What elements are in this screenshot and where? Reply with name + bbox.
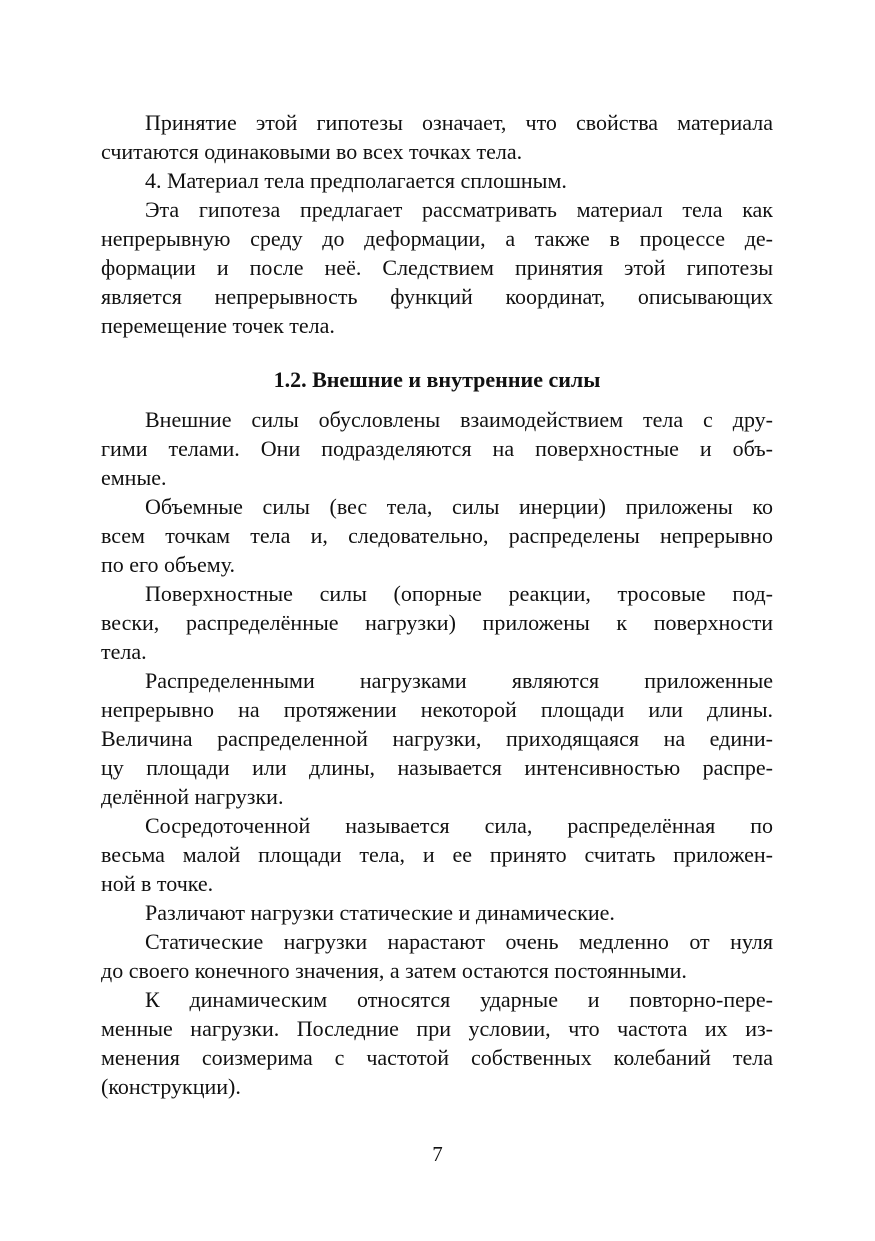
text-line: Статические нагрузки нарастают очень медленно от нуля	[145, 929, 773, 954]
text-line: Объемные силы (вес тела, силы инерции) приложены ко	[145, 494, 773, 519]
paragraph	[101, 166, 773, 195]
paragraph	[101, 985, 773, 1101]
text-line: емные.	[101, 465, 167, 490]
text-line: формации и после неё. Следствием принятия этой гипотезы	[101, 255, 773, 280]
text-line: непрерывную среду до деформации, а также в процессе де-	[101, 226, 773, 251]
text-line: считаются одинаковыми во всех точках тела.	[101, 139, 523, 164]
text-line: непрерывно на протяжении некоторой площади или длины.	[101, 697, 773, 722]
paragraph	[101, 405, 773, 492]
page-number: 7	[432, 1142, 443, 1166]
paragraph	[101, 579, 773, 666]
text-line: до своего конечного значения, а затем остаются постоянными.	[101, 958, 687, 983]
text-line: Распределенными нагрузками являются приложенные	[145, 668, 773, 693]
text-line: 4. Материал тела предполагается сплошным.	[145, 168, 567, 193]
page-body	[101, 108, 773, 1101]
paragraph	[101, 666, 773, 811]
text-line: менения соизмерима с частотой собственных колебаний тела	[101, 1045, 773, 1070]
text-line: Сосредоточенной называется сила, распределённая по	[145, 813, 773, 838]
paragraph	[101, 108, 773, 166]
text-line: ной в точке.	[101, 871, 214, 896]
text-line: Внешние силы обусловлены взаимодействием тела с дру-	[145, 407, 773, 432]
text-line: К динамическим относятся ударные и повторно-пере-	[145, 987, 773, 1012]
section-heading: 1.2. Внешние и внутренние силы	[273, 367, 601, 392]
text-line: (конструкции).	[101, 1074, 241, 1099]
text-line: является непрерывность функций координат, описывающих	[101, 284, 773, 309]
text-line: Величина распределенной нагрузки, приходящаяся на едини-	[101, 726, 773, 751]
paragraph	[101, 811, 773, 898]
text-line: весьма малой площади тела, и ее принято считать приложен-	[101, 842, 773, 867]
text-line: делённой нагрузки.	[101, 784, 284, 809]
text-line: Принятие этой гипотезы означает, что свойства материала	[145, 110, 773, 135]
text-line: гими телами. Они подразделяются на поверхностные и объ-	[101, 436, 773, 461]
text-line: всем точкам тела и, следовательно, распределены непрерывно	[101, 523, 773, 548]
text-line: Поверхностные силы (опорные реакции, тросовые под-	[145, 581, 773, 606]
text-line: по его объему.	[101, 552, 236, 577]
paragraph	[101, 927, 773, 985]
text-line: Различают нагрузки статические и динамические.	[145, 900, 615, 925]
text-line: Эта гипотеза предлагает рассматривать материал тела как	[145, 197, 773, 222]
text-line: вески, распределённые нагрузки) приложены к поверхности	[101, 610, 773, 635]
text-line: менные нагрузки. Последние при условии, что частота их из-	[101, 1016, 773, 1041]
text-line: тела.	[101, 639, 147, 664]
paragraph	[101, 195, 773, 340]
paragraph	[101, 492, 773, 579]
text-line: цу площади или длины, называется интенсивностью распре-	[101, 755, 773, 780]
text-line: перемещение точек тела.	[101, 313, 335, 338]
paragraph	[101, 898, 773, 927]
